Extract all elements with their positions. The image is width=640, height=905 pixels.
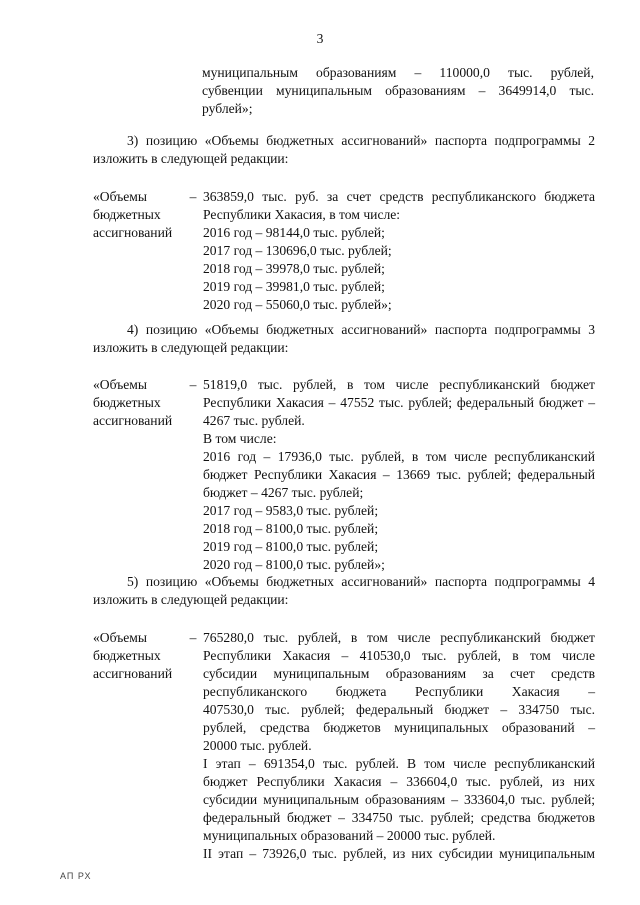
text-line: муниципальным образованиям – 110000,0 тыс. рублей, (202, 65, 594, 80)
text-line: ассигнований (93, 666, 173, 681)
parameter-label (93, 376, 183, 430)
text-line: 4267 тыс. рублей. (203, 413, 305, 428)
parameter-value (203, 629, 595, 863)
intro-paragraph (202, 64, 594, 118)
parameter-dash: – (189, 377, 197, 392)
text-line: 2016 год – 98144,0 тыс. рублей; (203, 225, 385, 240)
text-line: Республики Хакасия – 410530,0 тыс. рублей, в том числе (203, 648, 595, 663)
text-line: 2019 год – 8100,0 тыс. рублей; (203, 539, 379, 554)
text-line: I этап – 691354,0 тыс. рублей. В том числе республиканский (203, 756, 595, 771)
text-line: 2017 год – 9583,0 тыс. рублей; (203, 503, 379, 518)
text-line: 363859,0 тыс. руб. за счет средств республиканского бюджета (203, 189, 595, 204)
text-line: В том числе: (203, 431, 277, 446)
text-line: 4) позицию «Объемы бюджетных ассигнований» паспорта подпрограммы 3 (127, 322, 595, 337)
parameter-label (93, 629, 183, 683)
parameter-label (93, 188, 183, 242)
footer-stamp: АП РХ (60, 871, 92, 881)
text-line: 2016 год – 17936,0 тыс. рублей, в том числе республиканский (203, 449, 595, 464)
text-line: ассигнований (93, 413, 173, 428)
text-line: 2017 год – 130696,0 тыс. рублей; (203, 243, 392, 258)
text-line: ассигнований (93, 225, 173, 240)
text-line: 2020 год – 8100,0 тыс. рублей»; (203, 557, 385, 572)
text-line: федеральный бюджет – 334750 тыс. рублей; средства бюджетов (203, 810, 595, 825)
text-line: II этап – 73926,0 тыс. рублей, из них субсидии муниципальным (203, 846, 595, 861)
parameter-value (203, 188, 595, 314)
text-line: бюджет Республики Хакасия – 13669 тыс. рублей; федеральный (203, 467, 595, 482)
text-line: «Объемы (93, 377, 147, 392)
text-line: бюджет – 4267 тыс. рублей; (203, 485, 364, 500)
text-line: 407530,0 тыс. рублей; федеральный бюджет – 334750 тыс. (203, 702, 595, 717)
text-line: «Объемы (93, 630, 147, 645)
text-line: 765280,0 тыс. рублей, в том числе республиканский бюджет (203, 630, 595, 645)
text-line: Республики Хакасия – 47552 тыс. рублей; федеральный бюджет – (203, 395, 595, 410)
text-line: Республики Хакасия, в том числе: (203, 207, 401, 222)
text-line: 5) позицию «Объемы бюджетных ассигнований» паспорта подпрограммы 4 (127, 574, 595, 589)
text-line: изложить в следующей редакции: (93, 340, 289, 355)
text-line: 51819,0 тыс. рублей, в том числе республиканский бюджет (203, 377, 595, 392)
text-line: рублей»; (202, 101, 253, 116)
text-line: бюджетных (93, 395, 161, 410)
parameter-dash: – (189, 630, 197, 645)
text-line: бюджетных (93, 207, 161, 222)
section-heading (93, 321, 595, 357)
page-number: 3 (316, 31, 324, 46)
text-line: 2019 год – 39981,0 тыс. рублей; (203, 279, 385, 294)
text-line: 20000 тыс. рублей. (203, 738, 312, 753)
text-line: субвенции муниципальным образованиям – 3649914,0 тыс. (202, 83, 594, 98)
text-line: субсидии муниципальным образованиям за счет средств (203, 666, 595, 681)
parameter-dash: – (189, 189, 197, 204)
text-line: изложить в следующей редакции: (93, 151, 289, 166)
text-line: республиканского бюджета Республики Хакасия – (203, 684, 595, 699)
text-line: муниципальных образований – 20000 тыс. рублей. (203, 828, 496, 843)
text-line: 2020 год – 55060,0 тыс. рублей»; (203, 297, 392, 312)
parameter-value (203, 376, 595, 574)
text-line: субсидии муниципальным образованиям – 333604,0 тыс. рублей; (203, 792, 595, 807)
text-line: бюджет Республики Хакасия – 336604,0 тыс. рублей, из них (203, 774, 595, 789)
text-line: 2018 год – 8100,0 тыс. рублей; (203, 521, 379, 536)
text-line: бюджетных (93, 648, 161, 663)
text-line: изложить в следующей редакции: (93, 592, 289, 607)
text-line: 3) позицию «Объемы бюджетных ассигнований» паспорта подпрограммы 2 (127, 133, 595, 148)
text-line: 2018 год – 39978,0 тыс. рублей; (203, 261, 385, 276)
section-heading (93, 573, 595, 609)
section-heading (93, 132, 595, 168)
text-line: «Объемы (93, 189, 147, 204)
text-line: рублей, средства бюджетов муниципальных образований – (203, 720, 595, 735)
